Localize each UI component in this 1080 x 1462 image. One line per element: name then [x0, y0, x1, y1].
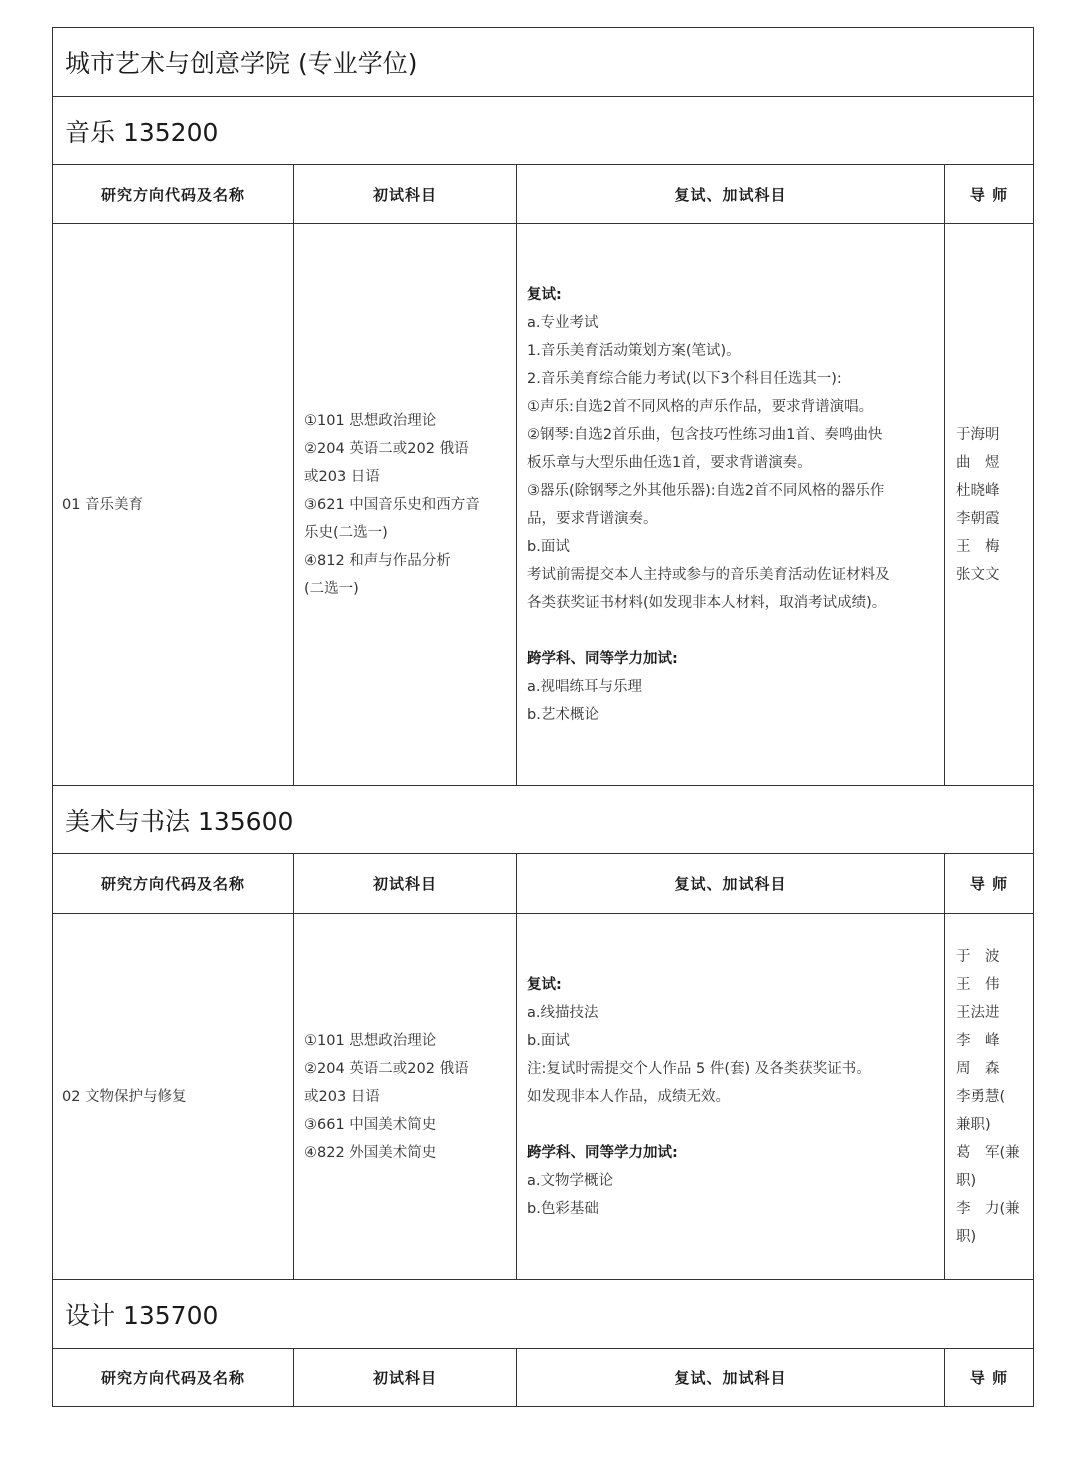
table-row-heritage-conservation	[53, 914, 1033, 1280]
exam-line: ③621 中国音乐史和西方音	[304, 496, 480, 513]
exam-line: ④812 和声与作品分析	[304, 552, 451, 569]
section-title-row-fine-arts	[53, 786, 1033, 854]
retest-line: b.面试	[527, 538, 570, 555]
exam-line: ②204 英语二或202 俄语	[304, 1060, 469, 1077]
header-retest: 复试、加试科目	[517, 165, 945, 223]
retest-line: b.面试	[527, 1032, 570, 1049]
section-title: 音乐 135200	[65, 117, 219, 147]
spacer	[527, 617, 936, 645]
supervisor-name: 周 森	[956, 1060, 1000, 1077]
exam-line: ④822 外国美术简史	[304, 1144, 437, 1161]
supervisor-name: 曲 煜	[956, 454, 1000, 471]
extra-line: b.艺术概论	[527, 706, 599, 723]
retest-heading: 复试:	[527, 976, 562, 993]
exam-line: 或203 日语	[304, 468, 380, 485]
college-title: 城市艺术与创意学院 (专业学位)	[65, 49, 418, 78]
exam-line: ③661 中国美术简史	[304, 1116, 437, 1133]
extra-line: a.视唱练耳与乐理	[527, 678, 642, 695]
header-retest: 复试、加试科目	[517, 1349, 945, 1406]
supervisor-name: 兼职)	[956, 1116, 991, 1133]
retest-line: 板乐章与大型乐曲任选1首，要求背谱演奏。	[527, 454, 812, 471]
exam-line: ①101 思想政治理论	[304, 412, 437, 429]
retest-line: 考试前需提交本人主持或参与的音乐美育活动佐证材料及	[527, 566, 890, 583]
college-title-row	[53, 28, 1033, 97]
column-header-row	[53, 1349, 1033, 1406]
retest-line: 品，要求背谱演奏。	[527, 510, 658, 527]
column-header-row	[53, 854, 1033, 914]
retest-line: 1.音乐美育活动策划方案(笔试)。	[527, 342, 741, 359]
direction-cell	[53, 224, 294, 785]
initial-exam-cell	[294, 224, 517, 785]
supervisor-name: 职)	[956, 1228, 977, 1245]
supervisor-name: 李 力(兼	[956, 1200, 1020, 1217]
supervisor-name: 李 峰	[956, 1032, 1000, 1049]
direction-cell	[53, 914, 294, 1279]
retest-line: a.专业考试	[527, 314, 599, 331]
header-supervisor: 导 师	[969, 1369, 1009, 1387]
supervisor-name: 于 波	[956, 948, 1000, 965]
supervisor-name: 张文文	[956, 566, 1000, 583]
header-supervisor: 导 师	[969, 875, 1009, 893]
exam-line: 乐史(二选一)	[304, 524, 388, 541]
section-title: 美术与书法 135600	[65, 806, 294, 836]
spacer	[527, 1111, 936, 1139]
header-direction: 研究方向代码及名称	[53, 1349, 294, 1406]
retest-line: 各类获奖证书材料(如发现非本人材料，取消考试成绩)。	[527, 594, 887, 611]
supervisor-name: 于海明	[956, 426, 1000, 443]
header-direction: 研究方向代码及名称	[53, 165, 294, 223]
extra-heading: 跨学科、同等学力加试:	[527, 650, 678, 667]
exam-line: (二选一)	[304, 580, 359, 597]
exam-line: 或203 日语	[304, 1088, 380, 1105]
retest-line: 2.音乐美育综合能力考试(以下3个科目任选其一):	[527, 370, 842, 387]
supervisor-name: 李勇慧(	[956, 1088, 1006, 1105]
header-direction: 研究方向代码及名称	[53, 854, 294, 913]
header-initial-exam: 初试科目	[294, 1349, 517, 1406]
supervisor-cell	[945, 914, 1033, 1279]
supervisor-name: 杜晓峰	[956, 482, 1000, 499]
supervisor-name: 李朝霞	[956, 510, 1000, 527]
direction-name: 02 文物保护与修复	[62, 1088, 187, 1105]
supervisor-cell	[945, 224, 1033, 785]
exam-line: ②204 英语二或202 俄语	[304, 440, 469, 457]
header-supervisor: 导 师	[969, 185, 1009, 204]
section-title-row-music	[53, 97, 1033, 165]
retest-line: ③器乐(除钢琴之外其他乐器):自选2首不同风格的器乐作	[527, 482, 885, 499]
header-initial-exam: 初试科目	[294, 854, 517, 913]
extra-heading: 跨学科、同等学力加试:	[527, 1144, 678, 1161]
admissions-table	[52, 27, 1034, 1407]
initial-exam-cell	[294, 914, 517, 1279]
supervisor-name: 职)	[956, 1172, 977, 1189]
extra-line: a.文物学概论	[527, 1172, 613, 1189]
retest-line: 注:复试时需提交个人作品 5 件(套) 及各类获奖证书。	[527, 1060, 871, 1077]
supervisor-name: 王法进	[956, 1004, 1000, 1021]
retest-heading: 复试:	[527, 286, 562, 303]
header-retest: 复试、加试科目	[517, 854, 945, 913]
supervisor-name: 王 伟	[956, 976, 1000, 993]
direction-name: 01 音乐美育	[62, 496, 144, 513]
retest-cell	[517, 224, 945, 785]
table-row-music-education	[53, 224, 1033, 786]
header-initial-exam: 初试科目	[294, 165, 517, 223]
exam-line: ①101 思想政治理论	[304, 1032, 437, 1049]
supervisor-name: 王 梅	[956, 538, 1000, 555]
retest-cell	[517, 914, 945, 1279]
section-title: 设计 135700	[65, 1301, 219, 1330]
retest-line: 如发现非本人作品，成绩无效。	[527, 1088, 730, 1105]
supervisor-name: 葛 军(兼	[956, 1144, 1020, 1161]
column-header-row	[53, 165, 1033, 224]
retest-line: ①声乐:自选2首不同风格的声乐作品，要求背谱演唱。	[527, 398, 874, 415]
extra-line: b.色彩基础	[527, 1200, 599, 1217]
section-title-row-design	[53, 1280, 1033, 1349]
retest-line: ②钢琴:自选2首乐曲，包含技巧性练习曲1首、奏鸣曲快	[527, 426, 883, 443]
retest-line: a.线描技法	[527, 1004, 599, 1021]
